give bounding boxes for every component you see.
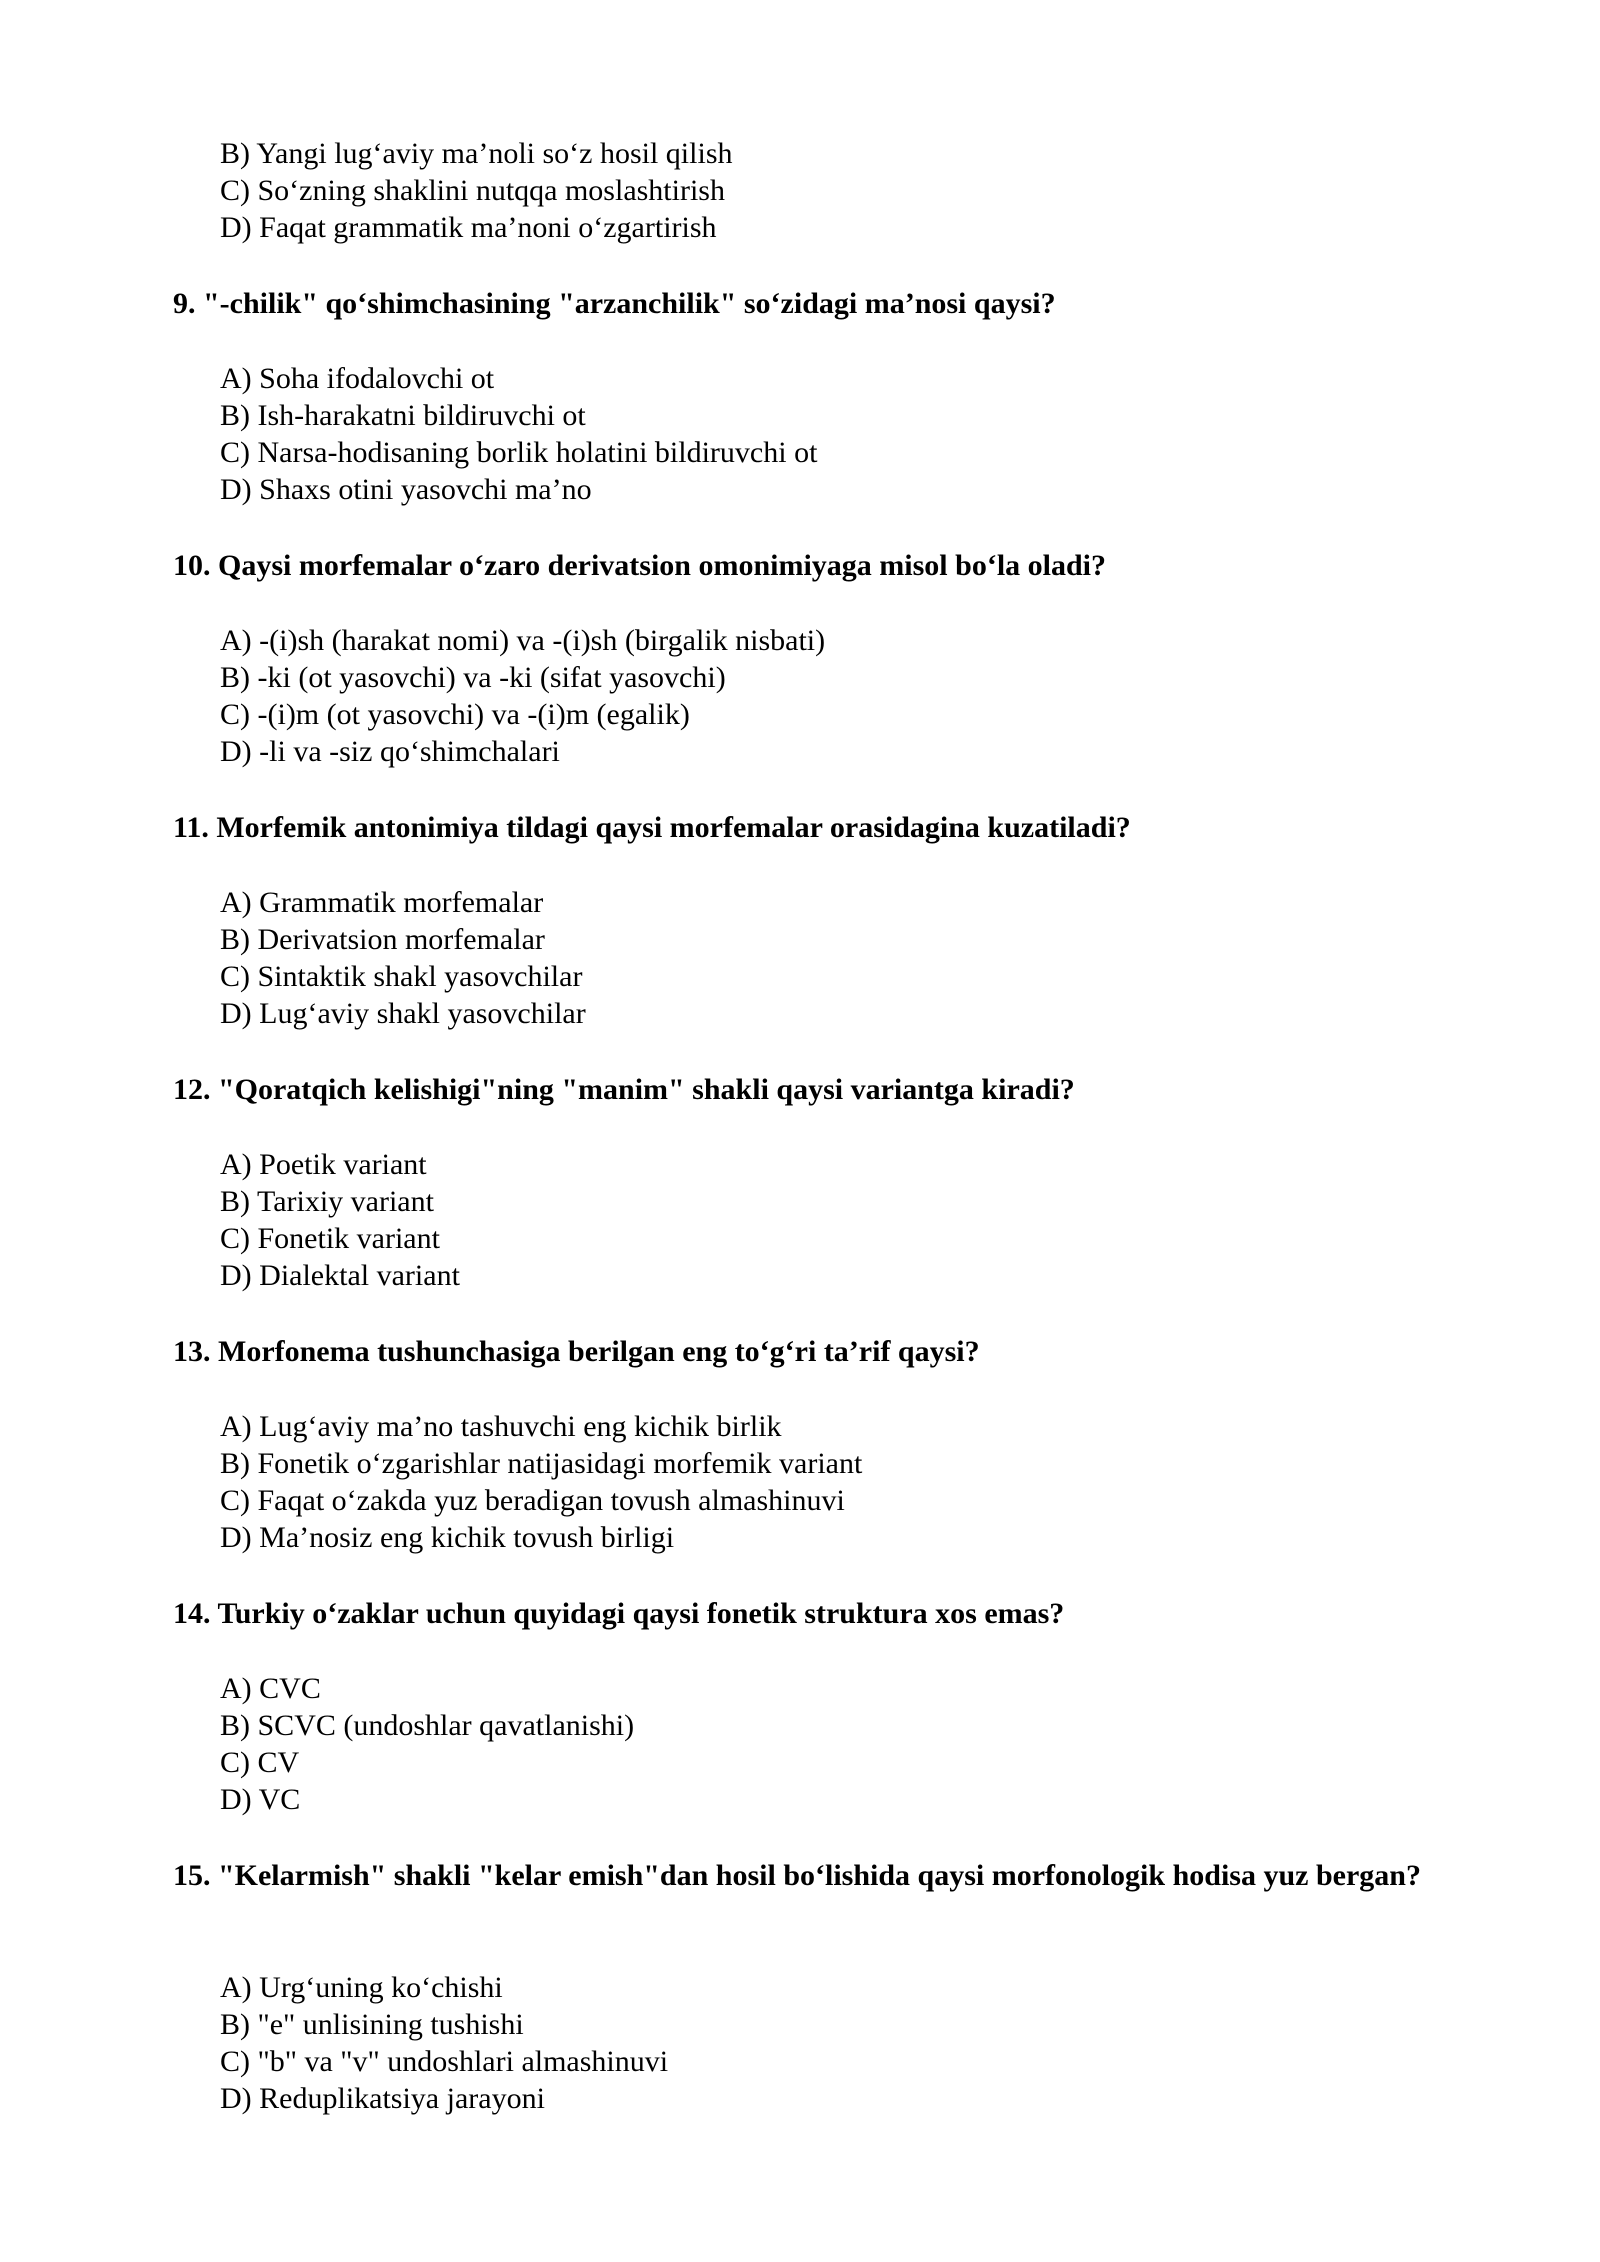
- answer-option: B) Ish-harakatni bildiruvchi ot: [220, 399, 586, 432]
- answer-option: C) So‘zning shaklini nutqqa moslashtirish: [220, 174, 725, 207]
- answer-option: D) Lug‘aviy shakl yasovchilar: [220, 997, 586, 1030]
- answer-option: B) Yangi lug‘aviy ma’noli so‘z hosil qilish: [220, 137, 733, 170]
- question-text: 11. Morfemik antonimiya tildagi qaysi morfemalar orasidagina kuzatiladi?: [173, 811, 1131, 844]
- answer-option: D) Faqat grammatik ma’noni o‘zgartirish: [220, 211, 717, 244]
- answer-option: B) Derivatsion morfemalar: [220, 923, 545, 956]
- answer-option: B) Tarixiy variant: [220, 1185, 434, 1218]
- answer-option: D) VC: [220, 1783, 301, 1816]
- question-text: 10. Qaysi morfemalar o‘zaro derivatsion omonimiyaga misol bo‘la oladi?: [173, 549, 1107, 582]
- question-text: 13. Morfonema tushunchasiga berilgan eng to‘g‘ri ta’rif qaysi?: [173, 1335, 980, 1368]
- answer-option: A) Urg‘uning ko‘chishi: [220, 1971, 503, 2004]
- answer-option: A) Poetik variant: [220, 1148, 427, 1181]
- answer-option: C) Faqat o‘zakda yuz beradigan tovush almashinuvi: [220, 1484, 845, 1517]
- answer-option: B) -ki (ot yasovchi) va -ki (sifat yasovchi): [220, 661, 726, 694]
- question-text: 9. "-chilik" qo‘shimchasining "arzanchilik" so‘zidagi ma’nosi qaysi?: [173, 287, 1056, 320]
- answer-option: C) Sintaktik shakl yasovchilar: [220, 960, 583, 993]
- answer-option: D) Ma’nosiz eng kichik tovush birligi: [220, 1521, 675, 1554]
- answer-option: C) -(i)m (ot yasovchi) va -(i)m (egalik): [220, 698, 690, 731]
- answer-option: C) CV: [220, 1746, 300, 1779]
- question-text: 15. "Kelarmish" shakli "kelar emish"dan hosil bo‘lishida qaysi morfonologik hodisa yuz bergan?: [173, 1859, 1421, 1892]
- answer-option: A) Grammatik morfemalar: [220, 886, 544, 919]
- answer-option: B) Fonetik o‘zgarishlar natijasidagi morfemik variant: [220, 1447, 863, 1480]
- answer-option: A) Soha ifodalovchi ot: [220, 362, 495, 395]
- answer-option: C) "b" va "v" undoshlari almashinuvi: [220, 2045, 669, 2078]
- answer-option: B) "e" unlisining tushishi: [220, 2008, 524, 2041]
- question-text: 12. "Qoratqich kelishigi"ning "manim" shakli qaysi variantga kiradi?: [173, 1073, 1075, 1106]
- answer-option: B) SCVC (undoshlar qavatlanishi): [220, 1709, 635, 1742]
- answer-option: D) Reduplikatsiya jarayoni: [220, 2082, 545, 2115]
- answer-option: A) -(i)sh (harakat nomi) va -(i)sh (birgalik nisbati): [220, 624, 826, 657]
- answer-option: A) CVC: [220, 1672, 321, 1705]
- answer-option: D) -li va -siz qo‘shimchalari: [220, 735, 560, 768]
- answer-option: D) Shaxs otini yasovchi ma’no: [220, 473, 592, 506]
- answer-option: C) Narsa-hodisaning borlik holatini bildiruvchi ot: [220, 436, 818, 469]
- answer-option: A) Lug‘aviy ma’no tashuvchi eng kichik birlik: [220, 1410, 782, 1443]
- answer-option: D) Dialektal variant: [220, 1259, 460, 1292]
- answer-option: C) Fonetik variant: [220, 1222, 440, 1255]
- question-text: 14. Turkiy o‘zaklar uchun quyidagi qaysi fonetik struktura xos emas?: [173, 1597, 1065, 1630]
